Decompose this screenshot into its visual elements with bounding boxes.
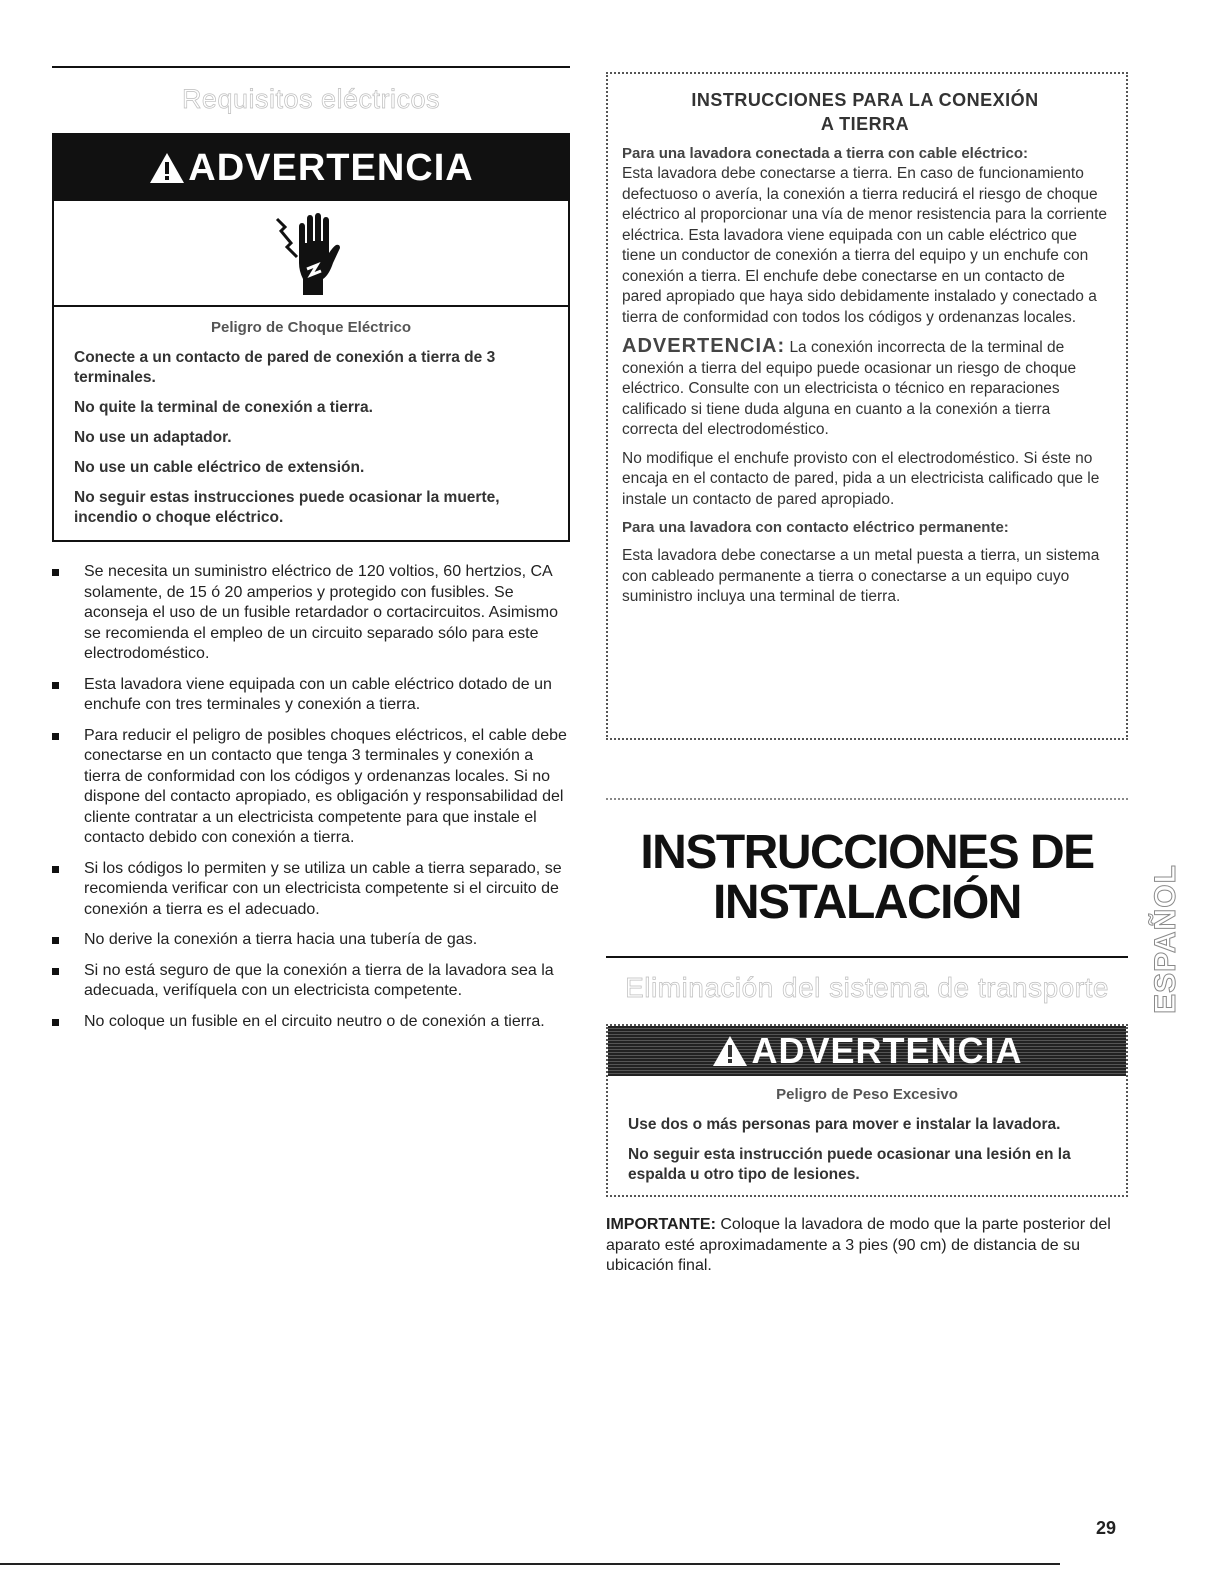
- electrical-warning-box: [52, 133, 570, 542]
- bullet-icon: [52, 937, 59, 944]
- bottom-rule: [0, 1563, 1060, 1565]
- language-side-tab: ESPAÑOL: [1149, 864, 1183, 1014]
- warning-line: Use dos o más personas para mover e instalar la lavadora.: [628, 1116, 1061, 1133]
- grounding-paragraph: Esta lavadora debe conectarse a tierra. En caso de funcionamiento defectuoso o avería, la conexión a tierra reducirá el riesgo de choque eléctrico al proporcionar una vía de menor resistencia para la corriente eléctrica. Esta lavadora viene equipada con un cable eléctrico que tiene un conductor de conexión a tierra del equipo y un enchufe con conexión a tierra. El enchufe debe conectarse en un contacto de pared apropiado que haya sido debidamente instalado y conectado a tierra de conformidad con todos los códigos y ordenanzas locales.: [622, 165, 1108, 326]
- divider-rule: [606, 956, 1128, 958]
- list-item: No coloque un fusible en el circuito neutro o de conexión a tierra.: [52, 1012, 570, 1033]
- hazard-title: Peligro de Choque Eléctrico: [210, 319, 412, 336]
- warning-triangle-icon: [148, 151, 186, 185]
- bullet-icon: [52, 682, 59, 689]
- bullet-icon: [52, 866, 59, 873]
- bullet-icon: [52, 569, 59, 576]
- list-item: Si no está seguro de que la conexión a tierra de la lavadora sea la adecuada, verifíquela con un electricista competente.: [52, 961, 570, 1002]
- grounding-warning-paragraph: ADVERTENCIA: La conexión incorrecta de la terminal de conexión a tierra del equipo puede ocasionar un riesgo de choque eléctrico. Consulte con un electricista o técnico en reparaciones calificado si tiene duda alguna en cuanto a la conexión a tierra correcta del electrodoméstico.: [622, 335, 1077, 438]
- bullet-icon: [52, 1019, 59, 1026]
- grounding-subhead-cord: Para una lavadora conectada a tierra con cable eléctrico:: [622, 145, 1029, 162]
- warning-banner-text: ADVERTENCIA: [751, 1030, 1023, 1071]
- grounding-instructions-box: [606, 72, 1128, 740]
- left-column: [52, 66, 570, 1042]
- grounding-subhead-permanent: Para una lavadora con contacto eléctrico permanente:: [622, 519, 1009, 536]
- warning-line: No quite la terminal de conexión a tierra.: [74, 399, 373, 416]
- warning-line: No seguir esta instrucción puede ocasionar una lesión en la espalda u otro tipo de lesiones.: [628, 1146, 1071, 1183]
- list-item: Esta lavadora viene equipada con un cable eléctrico dotado de un enchufe con tres terminales y conexión a tierra.: [52, 675, 570, 716]
- page-number: 29: [1096, 1518, 1117, 1538]
- importante-note: IMPORTANTE: Coloque la lavadora de modo que la parte posterior del aparato esté aproximadamente a 3 pies (90 cm) de distancia de su ubicación final.: [606, 1216, 1111, 1274]
- grounding-paragraph: No modifique el enchufe provisto con el electrodoméstico. Si éste no encaja en el contacto de pared, pida a un electricista calificado que le instale un contacto de pared apropiado.: [622, 449, 1100, 508]
- section-title-shipping: Eliminación del sistema de transporte: [625, 972, 1109, 1003]
- top-rule-left: [52, 66, 570, 68]
- dotted-divider: [606, 798, 1128, 800]
- requirements-list: [52, 562, 570, 1032]
- warning-line: No seguir estas instrucciones puede ocasionar la muerte, incendio o choque eléctrico.: [74, 489, 500, 526]
- bullet-icon: [52, 968, 59, 975]
- warning-banner: [54, 135, 568, 201]
- hazard-title: Peligro de Peso Excesivo: [776, 1086, 958, 1103]
- grounding-title: INSTRUCCIONES PARA LA CONEXIÓN A TIERRA: [691, 90, 1039, 134]
- list-item: Si los códigos lo permiten y se utiliza un cable a tierra separado, se recomienda verificar con un electricista competente si el circuito de conexión a tierra es el adecuado.: [52, 859, 570, 921]
- weight-warning-box: [606, 1024, 1128, 1197]
- list-item: No derive la conexión a tierra hacia una tubería de gas.: [52, 930, 570, 951]
- warning-line: Conecte a un contacto de pared de conexión a tierra de 3 terminales.: [74, 349, 496, 386]
- warning-line: No use un cable eléctrico de extensión.: [74, 459, 365, 476]
- right-column: [606, 72, 1128, 1277]
- shock-hazard-panel: [54, 201, 568, 307]
- bullet-icon: [52, 733, 59, 740]
- warning-banner: [608, 1026, 1126, 1076]
- section-title-electrical: Requisitos eléctricos: [181, 84, 441, 114]
- installation-title: INSTRUCCIONES DE INSTALACIÓN: [640, 826, 1094, 929]
- list-item: Se necesita un suministro eléctrico de 120 voltios, 60 hertzios, CA solamente, de 15 ó 20 amperios y protegido con fusibles. Se aconseja el uso de un fusible retardador o cortacircuitos. Asimismo se recomienda el empleo de un circuito separado sólo para este electrodoméstico.: [52, 562, 570, 665]
- electric-shock-hand-icon: [271, 205, 351, 301]
- warning-banner-text: ADVERTENCIA: [188, 146, 474, 189]
- grounding-paragraph: Esta lavadora debe conectarse a un metal puesta a tierra, un sistema con cableado permanente a tierra o conectarse a un equipo cuyo suministro incluya una terminal de tierra.: [622, 547, 1100, 605]
- warning-triangle-icon: [711, 1034, 749, 1068]
- warning-line: No use un adaptador.: [74, 429, 232, 446]
- list-item: Para reducir el peligro de posibles choques eléctricos, el cable debe conectarse en un contacto que tenga 3 terminales y conexión a tierra de conformidad con los códigos y ordenanzas locales. Si no dispone del contacto apropiado, es obligación y responsabilidad del cliente contratar a un electricista competente para que instale el contacto debido con conexión a tierra.: [52, 726, 570, 849]
